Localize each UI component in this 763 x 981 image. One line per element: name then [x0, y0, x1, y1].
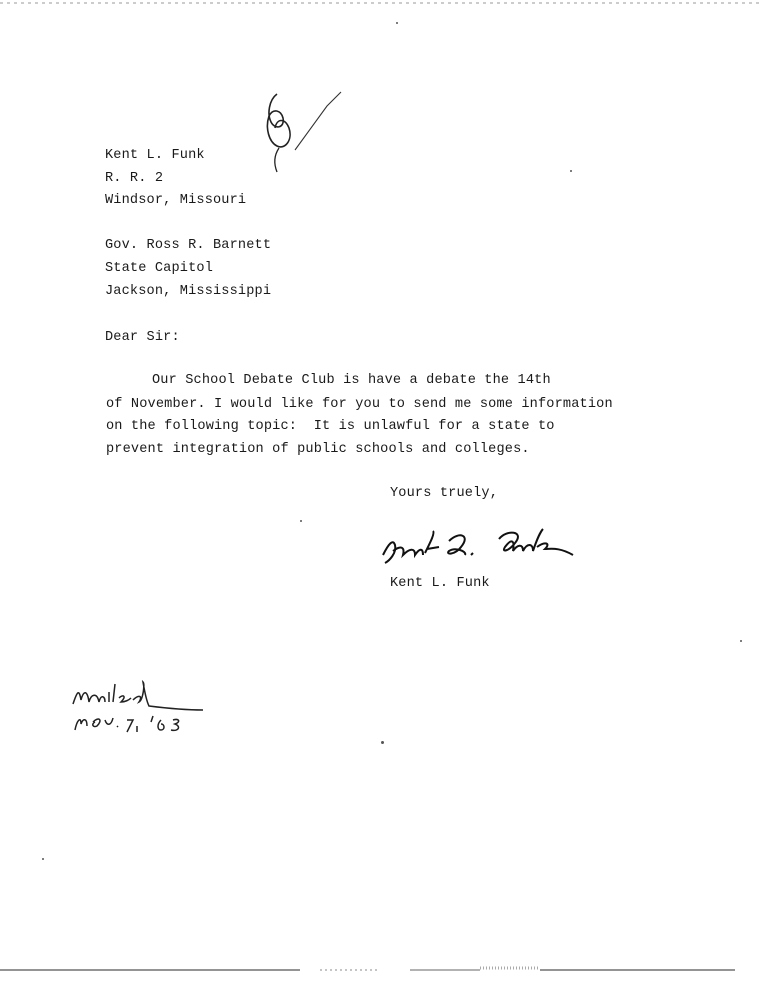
top-scan-edge	[0, 0, 763, 6]
sender-address-line1: R. R. 2	[105, 171, 164, 186]
scan-speck	[381, 741, 384, 744]
sender-name: Kent L. Funk	[105, 148, 205, 163]
body-line: Our School Debate Club is have a debate the 14th	[152, 373, 551, 388]
salutation: Dear Sir:	[105, 330, 180, 345]
handwritten-number-mark	[255, 88, 355, 178]
recipient-address-line2: Jackson, Mississippi	[105, 284, 272, 299]
scan-speck	[740, 640, 742, 642]
sender-address-line2: Windsor, Missouri	[105, 193, 247, 208]
handwritten-signature	[375, 525, 585, 575]
body-line: of November. I would like for you to send me some information	[106, 397, 613, 412]
body-line: on the following topic: It is unlawful for a state to	[106, 419, 555, 434]
scan-speck	[300, 520, 302, 522]
scan-speck	[396, 22, 398, 24]
bottom-scan-edge	[0, 962, 763, 974]
signature-name: Kent L. Funk	[390, 576, 490, 591]
recipient-name: Gov. Ross R. Barnett	[105, 238, 272, 253]
recipient-address-line1: State Capitol	[105, 261, 213, 276]
handwritten-mailed-note	[65, 680, 215, 740]
closing: Yours truely,	[390, 486, 498, 501]
body-line: prevent integration of public schools and colleges.	[106, 442, 530, 457]
scan-speck	[42, 858, 44, 860]
scan-speck	[570, 170, 572, 172]
